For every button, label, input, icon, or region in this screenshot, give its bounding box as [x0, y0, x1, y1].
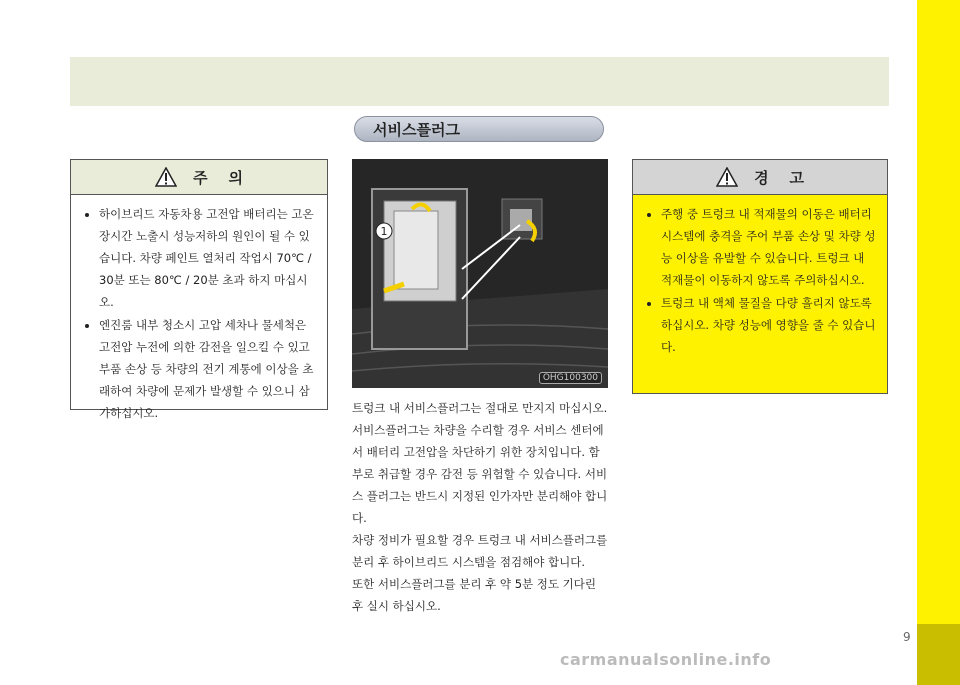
- photo-code: OHG100300: [539, 372, 602, 384]
- caution-box: [70, 159, 328, 420]
- caution-item: • 엔진룸 내부 청소시 고압 세차나 물세척은 고전압 누전에 의한 감전을 일으킬 수 있고 부품 손상 등 차량의 전기 계통에 이상을 초래하여 차량에 문제가 발생할 수 있으니 삼가하십시오.: [99, 314, 319, 424]
- warning-item: • 주행 중 트렁크 내 적재물의 이동은 배터리시스템에 충격을 주어 부품 손상 및 차량 성능 이상을 유발할 수 있습니다. 트렁크 내 적재물이 이동하지 않도록 주의하십시오.: [661, 203, 879, 291]
- caution-item: • 하이브리드 자동차용 고전압 배터리는 고온 장시간 노출시 성능저하의 원인이 될 수 있습니다. 차량 페인트 열처리 작업시 70℃ / 30분 또는 80℃ / 20분 초과 하지 마십시오.: [99, 203, 319, 313]
- warning-triangle-icon: [716, 167, 738, 187]
- body-text: [352, 397, 610, 617]
- warning-title: 경 고: [754, 168, 804, 187]
- caution-header: [71, 160, 327, 195]
- trunk-photo-illustration: [352, 159, 608, 388]
- warning-header: [633, 160, 887, 195]
- page-edge-tab: [917, 0, 960, 685]
- body-paragraph: 차량 정비가 필요할 경우 트렁크 내 서비스플러그를 분리 후 하이브리드 시스템을 점검해야 합니다.: [352, 533, 608, 569]
- warning-box: [632, 159, 888, 394]
- caution-title: 주 의: [193, 168, 243, 187]
- body-paragraph: 또한 서비스플러그를 분리 후 약 5분 정도 기다린 후 실시 하십시오.: [352, 577, 596, 613]
- watermark: carmanualsonline.info: [560, 650, 772, 669]
- warning-item: • 트렁크 내 액체 물질을 다량 흘리지 않도록 하십시오. 차량 성능에 영향을 줄 수 있습니다.: [661, 292, 879, 358]
- header-band: [70, 57, 889, 106]
- page-edge-tab-marker: [917, 624, 960, 685]
- page-number: 9: [903, 630, 911, 644]
- service-plug-photo: [352, 159, 608, 388]
- callout-number: 1: [380, 225, 388, 238]
- warning-triangle-icon: [155, 167, 177, 187]
- body-paragraph: 트렁크 내 서비스플러그는 절대로 만지지 마십시오. 서비스플러그는 차량을 수리할 경우 서비스 센터에서 배터리 고전압을 차단하기 위한 장치입니다. 함부로 취급할 경우 감전 등 위험할 수 있습니다. 서비스 플러그는 반드시 지정된 인가자만 분리해야 합니다.: [352, 401, 608, 525]
- section-title: 서비스플러그: [354, 116, 604, 142]
